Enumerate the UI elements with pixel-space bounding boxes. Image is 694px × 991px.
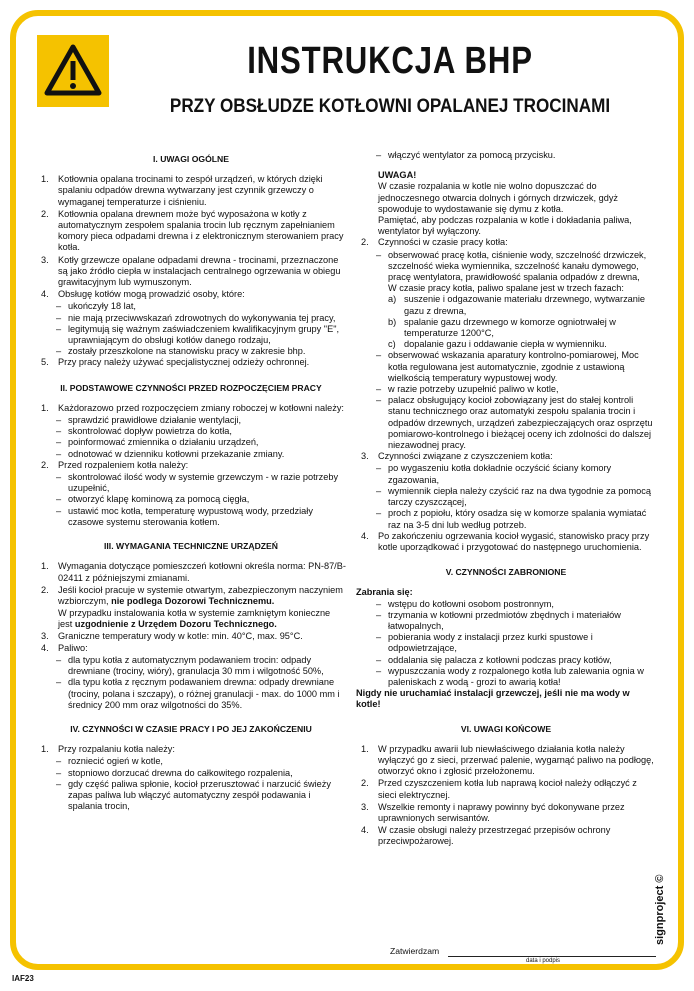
list-item: 4. Paliwo: (41, 642, 88, 653)
sub-item: – legitymują się ważnym zaświadczeniem kwalifikacyjnym grupy "E", uprawniającym do obsługi kotłów danego rodzaju, (56, 323, 340, 346)
phase-item: c) dopalanie gazu i oddawanie ciepła w wymienniku. (388, 339, 607, 350)
paragraph: Pamiętać, aby podczas rozpalania w kotle i dokładania paliwa, wentylator był wyłączony. (378, 215, 632, 237)
list-item: 2. Czynności w czasie pracy kotła: (361, 237, 508, 248)
sub-item: – gdy część paliwa spłonie, kocioł przerusztować i narzucić świeży zapas paliwa lub włączyć automatyczny zespół podawania i spalania trocin, (56, 778, 331, 812)
sub-item: – zostały przeszkolone na stanowisku pracy w zakresie bhp. (56, 346, 306, 357)
right-column (356, 150, 656, 849)
sub-item: – po wygaszeniu kotła dokładnie oczyścić ściany komory zgazowania, (376, 463, 612, 485)
list-item: 2. Jeśli kocioł pracuje w systemie otwartym, zabezpieczonym naczyniem wzbiorczym, nie podlega Dozorowi Technicznemu. (41, 584, 343, 606)
brand-mark: signproject © (654, 874, 666, 945)
paragraph: W czasie pracy kotła, paliwo spalane jest w trzech fazach: (388, 283, 624, 294)
sub-item: – oddalania się palacza z kotłowni podczas pracy kotłów, (376, 654, 612, 665)
list-item: 1. W przypadku awarii lub niewłaściwego działania kotła należy wyłączyć go z sieci, przerwać palenie, wygarnąć paliwo na podłogę, otworzyć okno i zgłosić przełożonemu. (361, 743, 654, 777)
list-item: 5. Przy pracy należy używać specjalistycznej odzieży ochronnej. (41, 357, 310, 368)
section-heading: I. UWAGI OGÓLNE (153, 154, 229, 164)
list-item: 3. Kotły grzewcze opalane odpadami drewna - trocinami, przeznaczone są jako źródło ciepła w instalacjach centralnego ogrzewania w obiegu grawitacyjnym lub wymuszonym. (41, 254, 341, 288)
page-subtitle: PRZY OBSŁUDZE KOTŁOWNI OPALANEJ TROCINAMI (169, 96, 611, 117)
sub-item: – poinformować zmiennika o działaniu urządzeń, (56, 437, 259, 448)
approve-label: Zatwierdzam (390, 946, 440, 956)
list-item: 1. Przy rozpalaniu kotła należy: (41, 744, 175, 755)
list-item: 4. W czasie obsługi należy przestrzegać przepisów ochrony przeciwpożarowej. (361, 825, 611, 847)
sub-item: – skontrolować dopływ powietrza do kotła, (56, 426, 232, 437)
section-heading: VI. UWAGI KOŃCOWE (460, 723, 552, 734)
sub-item: – proch z popiołu, który osadza się w komorze spalania wymiatać raz na 3-5 dni lub według potrzeb. (376, 508, 647, 530)
sub-item: – odnotować w dzienniku kotłowni przekazanie zmiany. (56, 448, 285, 459)
warning-text: Nigdy nie uruchamiać instalacji grzewczej, jeśli nie ma wody w kotle! (356, 688, 630, 710)
sub-item: – sprawdzić prawidłowe działanie wentylacji, (56, 415, 242, 426)
sub-item: – rozniecić ogień w kotle, (56, 756, 163, 767)
phase-item: a) suszenie i odgazowanie materiału drzewnego, wytwarzanie gazu z drewna, (388, 294, 646, 316)
page-title: INSTRUKCJA BHP (247, 40, 533, 82)
sub-item: – obserwować wskazania aparatury kontrolno-pomiarowej, Moc kotła regulowana jest automatycznie, zgodnie z ustawioną wielkością temperatury wypustowej wody. (376, 350, 639, 383)
list-item: 4. Obsługę kotłów mogą prowadzić osoby, które: (41, 289, 245, 300)
list-item: 3. Wszelkie remonty i naprawy powinny być dokonywane przez uprawnionych serwisantów. (361, 801, 625, 823)
sub-item: – w razie potrzeby uzupełnić paliwo w kotle, (376, 384, 559, 395)
list-item: 2. Przed czyszczeniem kotła lub naprawą kocioł należy odłączyć z sieci elektrycznej. (361, 778, 637, 800)
sub-item: – wypuszczania wody z rozpalonego kotła lub zalewania ognia w paleniskach z wodą - grozi to awarią kotła! (376, 665, 644, 687)
list-item: 4. Po zakończeniu ogrzewania kocioł wygasić, stanowisko pracy przy kotle uporządkować i przygotować do następnego uruchomienia. (361, 530, 650, 552)
sub-item: – palacz obsługujący kocioł zobowiązany jest do stałej kontroli stanu technicznego oraz automatyki zespołu spalania trocin i odpadów drzewnych, urządzeń zabezpieczających oraz osprzętu pomiarowo-kontrolnego i bieżącej oceny ich zdolności do dalszej niezawodnej pracy. (376, 395, 653, 451)
sub-item: – nie mają przeciwwskazań zdrowotnych do wykonywania tej pracy, (56, 312, 336, 323)
sub-item: – trzymania w kotłowni przedmiotów zbędnych i materiałów łatwopalnych, (376, 609, 621, 631)
list-item: 3. Graniczne temperatury wody w kotle: min. 40°C, max. 95°C. (41, 630, 303, 641)
sub-item: – dla typu kotła z ręcznym podawaniem drewna: odpady drewniane (trociny, polana i szczapy), o różnej granulacji - max. do 1000 mm i średnicy 200 mm oraz wilgotności do 35%. (56, 677, 340, 710)
list-item: 1. Kotłownia opalana trocinami to zespół urządzeń, w których dzięki spalaniu odpadów drewna wytwarzany jest czynnik grzewczy o wymaganej temperaturze i ciśnieniu. (41, 174, 323, 207)
list-item: 1. Każdorazowo przed rozpoczęciem zmiany roboczej w kotłowni należy: (41, 402, 344, 413)
paragraph: Zabrania się: (356, 587, 413, 598)
list-item: 2. Kotłownia opalana drewnem może być wyposażona w kotły z automatycznym zespołem spalania trocin lub ręcznym zapełnianiem komory pieca odpadami drewna i z elektronicznym sterowaniem pracy kotła. (41, 208, 344, 253)
section-heading: IV. CZYNNOŚCI W CZASIE PRACY I PO JEJ ZAKOŃCZENIU (70, 723, 312, 734)
sub-item: – włączyć wentylator za pomocą przycisku. (376, 150, 556, 160)
signature-line (448, 956, 656, 957)
paragraph: W czasie rozpalania w kotle nie wolno dopuszczać do jednoczesnego otwarcia dolnych i górnych drzwiczek, gdyż spowoduje to wydostawanie się dymu z kotła. (378, 181, 619, 214)
list-item: 1. Wymagania dotyczące pomieszczeń kotłowni określa norma: PN-87/B-02411 z późniejszymi zmianami. (41, 561, 346, 583)
signature-hint: data i podpis (526, 958, 561, 964)
sub-item: – wstępu do kotłowni osobom postronnym, (376, 598, 554, 609)
phase-item: b) spalanie gazu drzewnego w komorze ogniotrwałej w temperaturze 1200°C, (388, 316, 616, 339)
sub-item: – obserwować pracę kotła, ciśnienie wody, szczelność drzwiczek, szczelność wieka wymiennika, szczelność kanału dymowego, pracę wentylatora, prawidłowość spalania odpadów z drewna, (376, 249, 647, 283)
sub-item: – ustawić moc kotła, temperaturę wypustową wody, przedziały czasowe systemu sterowania kotłem. (56, 505, 313, 527)
sub-item: – otworzyć klapę kominową za pomocą cięgła, (56, 494, 250, 505)
left-column (36, 150, 346, 812)
warning-label: UWAGA! (378, 170, 417, 181)
list-item: 2. Przed rozpaleniem kotła należy: (41, 459, 189, 470)
sub-item: – pobierania wody z instalacji przez kurki spustowe i odpowietrzające, (376, 632, 593, 654)
sub-item: – dla typu kotła z automatycznym podawaniem trocin: odpady drewniane (trociny, wióry), granulacja 30 mm i wilgotność 50%, (56, 654, 324, 677)
sub-item: – ukończyły 18 lat, (56, 301, 136, 312)
section-heading: II. PODSTAWOWE CZYNNOŚCI PRZED ROZPOCZĘCIEM PRACY (60, 382, 322, 393)
sub-item: – wymiennik ciepła należy czyścić raz na dwa tygodnie za pomocą tarczy czyszczącej, (376, 485, 651, 508)
section-heading: V. CZYNNOŚCI ZABRONIONE (445, 567, 567, 578)
warning-triangle-icon (37, 35, 109, 107)
list-item: 3. Czynności związane z czyszczeniem kotła: (361, 451, 553, 462)
sub-item: – skontrolować ilość wody w systemie grzewczym - w razie potrzeby uzupełnić, (56, 472, 339, 494)
paragraph: W przypadku instalowania kotła w systemie zamkniętym konieczne jest uzgodnienie z Urzędem Dozoru Technicznego. (58, 608, 331, 630)
section-heading: III. WYMAGANIA TECHNICZNE URZĄDZEŃ (104, 541, 278, 552)
sub-item: – stopniowo dorzucać drewna do całkowitego rozpalenia, (56, 767, 293, 778)
product-code: IAF23 (12, 974, 34, 983)
